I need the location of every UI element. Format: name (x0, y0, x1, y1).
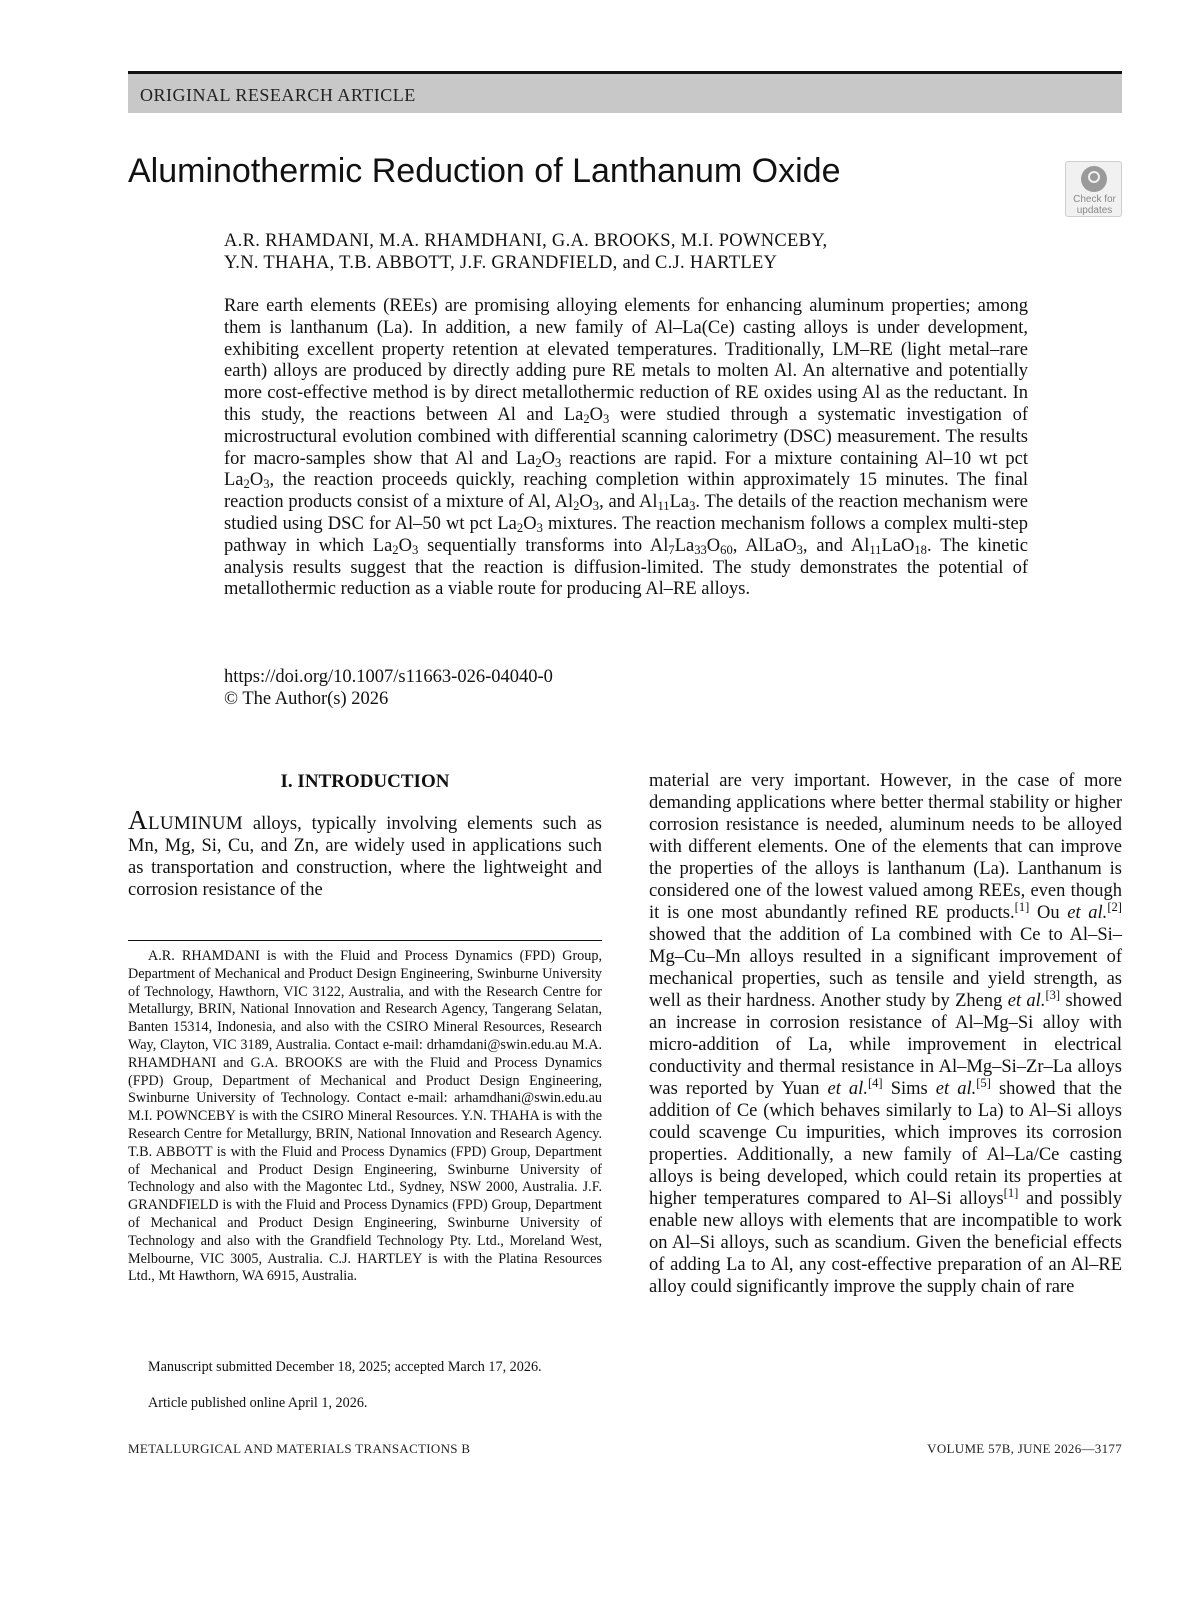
author-list (224, 230, 1044, 274)
body-text: Ou (1029, 903, 1068, 923)
introduction-continued-paragraph (649, 770, 1122, 1298)
abstract-text: , (732, 535, 746, 556)
body-text: Sims (882, 1079, 936, 1099)
citation-link[interactable]: [3] (1045, 988, 1061, 1003)
citation-link[interactable]: [1] (1014, 900, 1030, 915)
et-al-text: et al. (935, 1079, 977, 1099)
abstract-text: , the reaction proceeds quickly, reaching completion within approximately 15 minutes. The final reaction products consist of a mixture of Al, (224, 470, 1028, 513)
et-al-text: et al. (827, 1079, 868, 1099)
abstract-text: , and (599, 492, 639, 513)
journal-name-footer: METALLURGICAL AND MATERIALS TRANSACTIONS B (128, 1441, 471, 1456)
abstract-text: Rare earth elements (REEs) are promising alloying elements for enhancing aluminum properties; among them is lanthanum (La). In addition, a new family of Al–La(Ce) casting alloys is under development, exhibiting excellent property retention at elevated temperatures. Traditionally, LM–RE (light metal–rare earth) alloys are produced by directly adding pure RE metals to molten Al. An alternative and potentially more cost-effective method is by direct metallothermic reduction of RE oxides using Al as the reductant. In this study, the reactions between Al and (224, 296, 1028, 425)
abstract-text: . The details of the reaction mechanism were studied using DSC for Al–50 wt pct (224, 492, 1028, 534)
check-for-updates-label (1066, 194, 1123, 216)
drop-cap: A (128, 805, 148, 835)
body-text: material are very important. However, in the case of more demanding applications where better thermal stability or higher corrosion resistance is needed, aluminum needs to be alloyed with different elements. One of the elements that can improve the properties of the alloys is lanthanum (La). Lanthanum is considered one of the lowest valued among REEs, even though it is one most abundantly refined RE products. (649, 771, 1122, 923)
article-type-label: ORIGINAL RESEARCH ARTICLE (140, 85, 416, 105)
citation-link[interactable]: [2] (1107, 900, 1122, 915)
abstract-text: , and (802, 535, 851, 556)
article-title: Aluminothermic Reduction of Lanthanum Oxide (128, 152, 841, 190)
abstract-text: were studied through a systematic investigation of microstructural evolution combined with differential scanning calorimetry (DSC) measurement. The results for macro-samples show that Al and (224, 404, 1028, 469)
badge-line-2: updates (1076, 205, 1113, 216)
body-text: showed that the addition of Ce (which behaves similarly to La) to Al–Si alloys could scavenge Cu impurities, which improves its corrosion properties. Additionally, a new family of Al–La/Ce casting alloys is being developed, which could retain its properties at higher temperatures compared to Al–Si alloys (649, 1079, 1122, 1209)
author-line-1: A.R. RHAMDANI, M.A. RHAMDHANI, G.A. BROOKS, M.I. POWNCEBY, (224, 231, 828, 251)
citation-link[interactable]: [4] (867, 1076, 883, 1091)
article-type-banner (128, 71, 1122, 113)
volume-page-footer: VOLUME 57B, JUNE 2026—3177 (927, 1441, 1122, 1456)
publication-date-footnote: Article published online April 1, 2026. (148, 1395, 368, 1411)
small-caps-word: LUMINUM (148, 813, 243, 834)
section-heading-introduction: I. INTRODUCTION (280, 771, 450, 792)
citation-link[interactable]: [5] (976, 1076, 991, 1091)
badge-line-1: Check for (1073, 194, 1116, 205)
abstract-text: . The kinetic analysis results suggest that the reaction is diffusion-limited. The study demonstrates the potential of metallothermic reduction as a viable route for producing Al–RE alloys. (224, 535, 1029, 600)
body-text: showed that the addition of La combined with Ce to Al–Si–Mg–Cu–Mn alloys resulted in a significant improvement of mechanical properties, such as tensile and yield strength, as well as their hardness. Another study by Zheng (649, 925, 1122, 1011)
citation-link[interactable]: [1] (1003, 1186, 1019, 1201)
copyright-notice: © The Author(s) 2026 (224, 689, 389, 709)
author-affiliations-footnote: A.R. RHAMDANI is with the Fluid and Process Dynamics (FPD) Group, Department of Mechanical and Product Design Engineering, Swinburne University of Technology, Hawthorn, VIC 3122, Australia, and with the Research Centre for Metallurgy, BRIN, National Innovation and Research Agency, Tangerang Selatan, Banten 15314, Indonesia, and also with the CSIRO Mineral Resources, Research Way, Clayton, VIC 3189, Australia. Contact e-mail: drhamdani@swin.edu.au M.A. RHAMDHANI and G.A. BROOKS are with the Fluid and Process Dynamics (FPD) Group, Department of Mechanical and Product Design Engineering, Swinburne University of Technology. Contact e-mail: arhamdhani@swin.edu.au M.I. POWNCEBY is with the CSIRO Mineral Resources. Y.N. THAHA is with the Research Centre for Metallurgy, BRIN, National Innovation and Research Agency. T.B. ABBOTT is with the Fluid and Process Dynamics (FPD) Group, Department of Mechanical and Product Design Engineering, Swinburne University of Technology and also with the Magontec Ltd., Sydney, NSW 2000, Australia. J.F. GRANDFIELD is with the Fluid and Process Dynamics (FPD) Group, Department of Mechanical and Product Design Engineering, Swinburne University of Technology and also with the Grandfield Technology Pty. Ltd., Moreland West, Melbourne, VIC 3005, Australia. C.J. HARTLEY is with the Platina Resources Ltd., Mt Hawthorn, WA 6915, Australia. (128, 948, 602, 1285)
author-line-2: Y.N. THAHA, T.B. ABBOTT, J.F. GRANDFIELD, and C.J. HARTLEY (224, 253, 778, 273)
abstract-text: reactions are rapid. For a mixture containing Al–10 wt pct (561, 448, 1029, 469)
et-al-text: et al. (1007, 991, 1046, 1011)
check-for-updates-badge[interactable] (1065, 161, 1122, 217)
manuscript-dates-footnote: Manuscript submitted December 18, 2025; accepted March 17, 2026. (148, 1359, 542, 1375)
footnote-divider (128, 940, 602, 941)
introduction-text: alloys, typically involving elements such as Mn, Mg, Si, Cu, and Zn, are widely used in applications such as transportation and construction, where the lightweight and corrosion resistance of the (128, 814, 602, 900)
abstract: Rare earth elements (REEs) are promising alloying elements for enhancing aluminum properties; among them is lanthanum (La). In addition, a new family of Al–La(Ce) casting alloys is under development, exhibiting excellent property retention at elevated temperatures. Traditionally, LM–RE (light metal–rare earth) alloys are produced by directly adding pure RE metals to molten Al. An alternative and potentially more cost-effective method is by direct metallothermic reduction of RE oxides using Al as the reductant. In this study, the reactions between Al and $La_2O_3$ were studied through a systematic investigation of microstructural evolution combined with differential scanning calorimetry (DSC) measurement. The results for macro-samples show that Al and $La_2O_3$ reactions are rapid. For a mixture containing Al–10 wt pct $La_2O_3$, the reaction proceeds quickly, reaching completion within approximately 15 minutes. The final reaction products consist of a mixture of Al, $Al_2O_3$, and $Al_{11}La_3$. The details of the reaction mechanism were studied using DSC for Al–50 wt pct $La_2O_3$ mixtures. The reaction mechanism follows a complex multi-step pathway in which $La_2O_3$ sequentially transforms into $Al_7La_{33}O_{60}$, AlLaO$_3$, and $Al_{11}LaO_{18}$. The kinetic analysis results suggest that the reaction is diffusion-limited. The study demonstrates the potential of metallothermic reduction as a viable route for producing Al–RE alloys. (224, 296, 1029, 600)
abstract-text: sequentially transforms into (418, 535, 650, 556)
introduction-paragraph (128, 805, 602, 901)
doi-link[interactable]: https://doi.org/10.1007/s11663-026-04040-0 (224, 667, 553, 687)
body-text: and possibly enable new alloys with elements that are incompatible to work on Al–Si alloys, such as scandium. Given the beneficial effects of adding La to Al, any cost-effective preparation of an Al–RE alloy could significantly improve the supply chain of rare (649, 1189, 1122, 1297)
check-for-updates-icon (1081, 166, 1107, 192)
et-al-text: et al. (1067, 903, 1108, 923)
body-text: showed an increase in corrosion resistance of Al–Mg–Si alloy with micro-addition of La, while improvement in electrical conductivity and thermal resistance in Al–Mg–Si–Zr–La alloys was reported by Yuan (649, 991, 1122, 1099)
abstract-text: mixtures. The reaction mechanism follows a complex multi-step pathway in which (224, 513, 1028, 556)
